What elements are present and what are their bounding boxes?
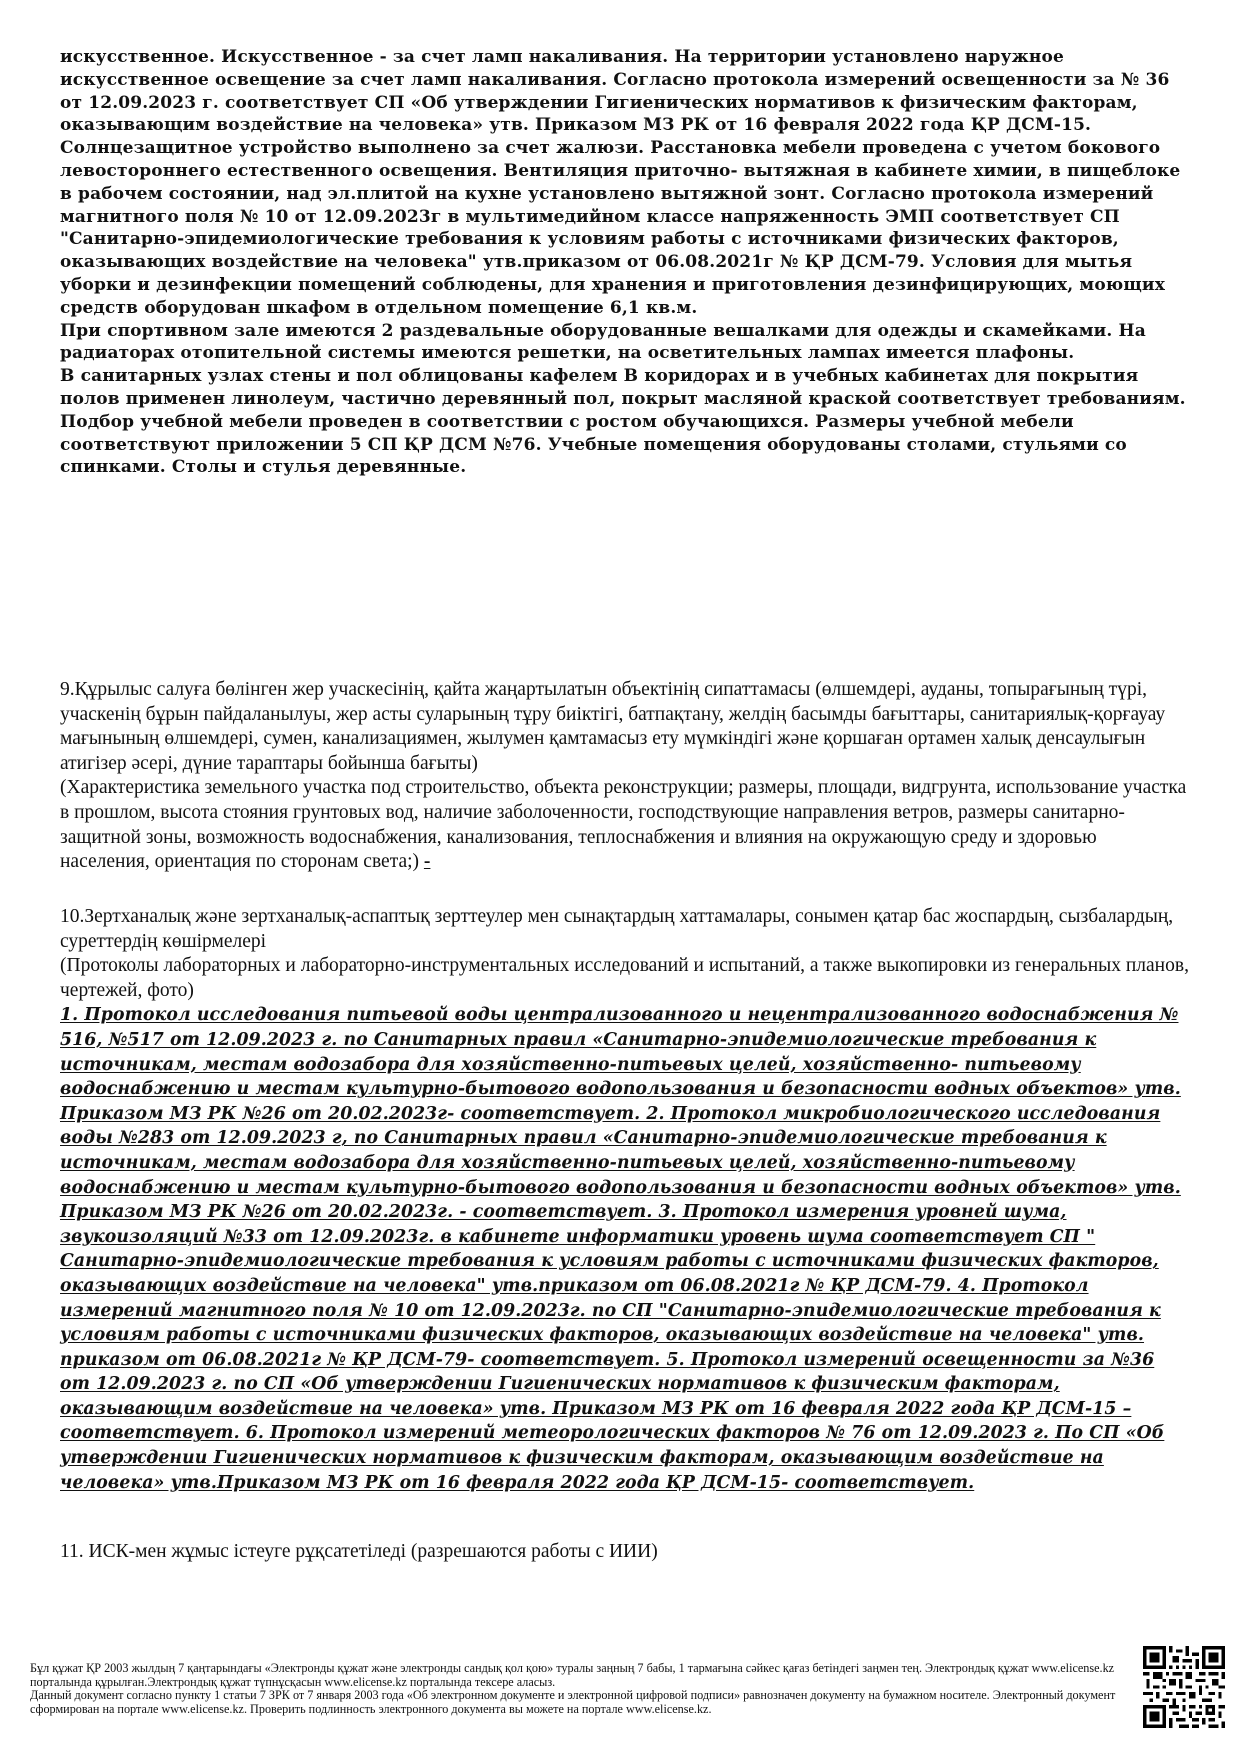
paragraph-furniture: Подбор учебной мебели проведен в соответствии с ростом обучающихся. Размеры учебной мебели соответствуют приложении 5 СП ҚР ДСМ №76. Учебные помещения оборудованы столами, стульями со спинками. Столы и стулья деревянные.	[60, 411, 1127, 478]
section-11-text: 11. ИСК-мен жұмыс істеуге рұқсатетіледі (разрешаются работы с ИИИ)	[60, 1541, 658, 1562]
section-9-ru-heading	[60, 776, 1190, 874]
section-10-ru-heading: (Протоколы лабораторных и лабораторно-инструментальных исследований и испытаний, а также выкопировки из генеральных планов, чертежей, фото)	[60, 955, 1189, 1001]
footer-kz-text: Бұл құжат ҚР 2003 жылдың 7 қаңтарындағы «Электронды құжат және электронды сандық қол қою» туралы заңның 7 бабы, 1 тармағына сәйкес қағаз бетіндегі заңмен тең. Электрондық құжат www.elicense.kz порталында құрылған.Электрондық құжат түпнұсқасын www.elicense.kz порталында тексере аласыз.	[30, 1661, 1115, 1689]
legal-footer	[30, 1662, 1140, 1716]
qr-code-icon	[1143, 1646, 1225, 1728]
section-10-kz-heading: 10.Зертханалық және зертханалық-аспаптық зерттеулер мен сынақтардың хаттамалары, сонымен қатар бас жоспардың, сызбалардың, суреттердің көшірмелері	[60, 906, 1174, 952]
section-10-protocols-list: 1. Протокол исследования питьевой воды централизованного и нецентрализованного водоснабжения № 516, №517 от 12.09.2023 г. по Санитарных правил «Санитарно-эпидемиологические требования к источникам, местам водозабора для хозяйственно-питьевых целей, хозяйственно- питьевому водоснабжению и местам культурно-бытового водопользования и безопасности водных объектов» утв. Приказом МЗ РК №26 от 20.02.2023г- соответствует. 2. Протокол микробиологического исследования воды №283 от 12.09.2023 г, по Санитарных правил «Санитарно-эпидемиологические требования к источникам, местам водозабора для хозяйственно-питьевых целей, хозяйственно-питьевому водоснабжению и местам культурно-бытового водопользования и безопасности водных объектов» утв. Приказом МЗ РК №26 от 20.02.2023г. - соответствует. 3. Протокол измерения уровней шума, звукоизоляций №33 от 12.09.2023г. в кабинете информатики уровень шума соответствует СП " Санитарно-эпидемиологические требования к условиям работы с источниками физических факторов, оказывающих воздействие на человека" утв.приказом от 06.08.2021г № ҚР ДСМ-79. 4. Протокол измерений магнитного поля № 10 от 12.09.2023г. по СП "Санитарно-эпидемиологические требования к условиям работы с источниками физических факторов, оказывающих воздействие на человека" утв. приказом от 06.08.2021г № ҚР ДСМ-79- соответствует. 5. Протокол измерений освещенности за №36 от 12.09.2023 г. по СП «Об утверждении Гигиенических нормативов к физическим факторам, оказывающим воздействие на человека» утв. Приказом МЗ РК от 16 февраля 2022 года ҚР ДСМ-15 – соответствует. 6. Протокол измерений метеорологических факторов № 76 от 12.09.2023 г. По СП «Об утверждении Гигиенических нормативов к физическим факторам, оказывающим воздействие на человека» утв.Приказом МЗ РК от 16 февраля 2022 года ҚР ДСМ-15- соответствует.	[60, 1005, 1181, 1493]
section-9-value: -	[423, 851, 431, 873]
section-9-ru-text: (Характеристика земельного участка под строительство, объекта реконструкции; размеры, площади, видгрунта, использование участка в прошлом, высота стояния грунтовых вод, наличие заболоченности, господствующие направления ветров, размеры санитарно-защитной зоны, возможность водоснабжения, канализования, теплоснабжения и влияния на окружающую среду и здоровью населения, ориентация по сторонам света;)	[60, 777, 1187, 873]
section-9	[60, 678, 1190, 875]
paragraph-lighting-ventilation: искусственное. Искусственное - за счет ламп накаливания. На территории установлено наружное искусственное освещение за счет ламп накаливания. Согласно протокола измерений освещенности за № 36 от 12.09.2023 г. соответствует СП «Об утверждении Гигиенических нормативов к физическим факторам, оказывающим воздействие на человека» утв. Приказом МЗ РК от 16 февраля 2022 года ҚР ДСМ-15. Солнцезащитное устройство выполнено за счет жалюзи. Расстановка мебели проведена с учетом бокового левостороннего естественного освещения. Вентиляция приточно- вытяжная в кабинете химии, в пищеблоке в рабочем состоянии, над эл.плитой на кухне установлено вытяжной зонт. Согласно протокола измерений магнитного поля № 10 от 12.09.2023г в мультимедийном классе напряженность ЭМП соответствует СП "Санитарно-эпидемиологические требования к условиям работы с источниками физических факторов, оказывающих воздействие на человека" утв.приказом от 06.08.2021г № ҚР ДСМ-79. Условия для мытья уборки и дезинфекции помещений соблюдены, для хранения и приготовления дезинфицирующих, моющих средств оборудован шкафом в отдельном помещение 6,1 кв.м.	[60, 47, 1181, 318]
paragraph-sanitary-floors: В санитарных узлах стены и пол облицованы кафелем В коридорах и в учебных кабинетах для покрытия полов применен линолеум, частично деревянный пол, покрыт масляной краской соответствует требованиям.	[60, 366, 1186, 409]
paragraph-sports-hall: При спортивном зале имеются 2 раздевальные оборудованные вешалками для одежды и скамейками. На радиаторах отопительной системы имеются решетки, на осветительных лампах имеется плафоны.	[60, 320, 1146, 364]
footer-ru-text: Данный документ согласно пункту 1 статьи 7 ЗРК от 7 января 2003 года «Об электронном документе и электронной цифровой подписи» равнозначен документу на бумажном носителе. Электронный документ сформирован на портале www.elicense.kz. Проверить подлинность электронного документа вы можете на портале www.elicense.kz.	[30, 1688, 1116, 1716]
conclusion-text-block	[60, 46, 1190, 479]
section-11	[60, 1540, 1190, 1565]
section-10	[60, 905, 1190, 1495]
section-9-kz-heading: 9.Құрылыс салуға бөлінген жер учаскесінің, қайта жаңартылатын объектінің сипаттамасы (өлшемдері, ауданы, топырағының түрі, учаскенің бұрын пайдаланылуы, жер асты суларының тұру биіктігі, батпақтану, желдің басымды бағыттары, санитариялық-қорғауау мағынының өлшемдері, сумен, канализациямен, жылумен қамтамасыз ету мүмкіндігі және қоршаған ортамен халық денсаулығын атигізер әсері, дүние тараптары бойынша бағыты)	[60, 679, 1166, 774]
